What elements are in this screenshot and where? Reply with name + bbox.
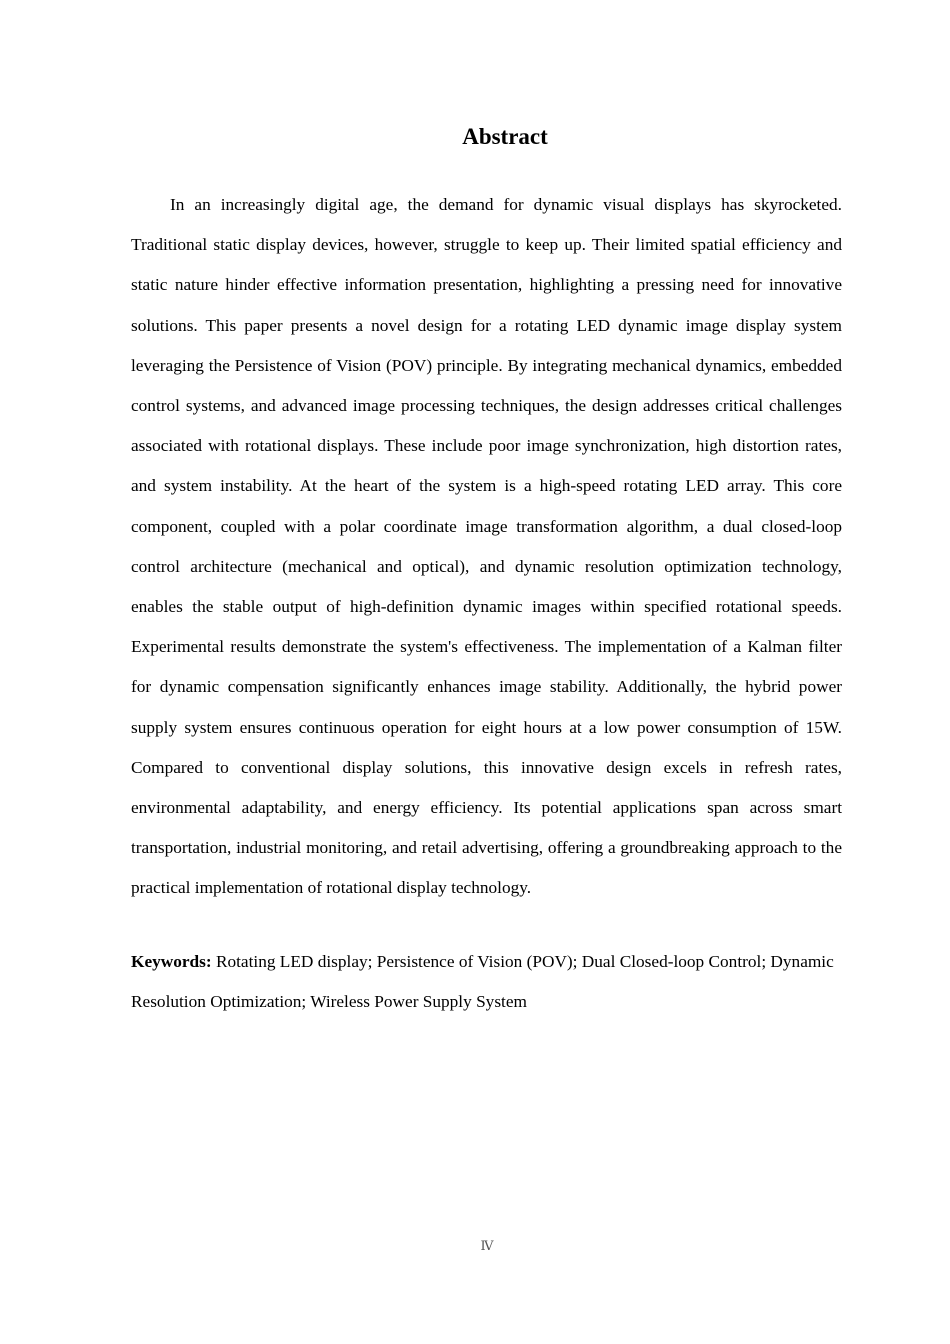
keywords-line [131,942,842,1022]
keywords-label: Keywords: [131,952,212,971]
abstract-title: Abstract [462,124,548,149]
keywords-text: Rotating LED display; Persistence of Vision (POV); Dual Closed-loop Control; Dynamic Resolution Optimization; Wireless Power Supply System [131,952,834,1011]
page-number: Ⅳ [480,1239,494,1254]
abstract-body: In an increasingly digital age, the demand for dynamic visual displays has skyrocketed. Traditional static display devices, however, struggle to keep up. Their limited spatial efficiency and static nature hinder effective information presentation, highlighting a pressing need for innovative solutions. This paper presents a novel design for a rotating LED dynamic image display system leveraging the Persistence of Vision (POV) principle. By integrating mechanical dynamics, embedded control systems, and advanced image processing techniques, the design addresses critical challenges associated with rotational displays. These include poor image synchronization, high distortion rates, and system instability. At the heart of the system is a high-speed rotating LED array. This core component, coupled with a polar coordinate image transformation algorithm, a dual closed-loop control architecture (mechanical and optical), and dynamic resolution optimization technology, enables the stable output of high-definition dynamic images within specified rotational speeds. Experimental results demonstrate the system's effectiveness. The implementation of a Kalman filter for dynamic compensation significantly enhances image stability. Additionally, the hybrid power supply system ensures continuous operation for eight hours at a low power consumption of 15W. Compared to conventional display solutions, this innovative design excels in refresh rates, environmental adaptability, and energy efficiency. Its potential applications span across smart transportation, industrial monitoring, and retail advertising, offering a groundbreaking approach to the practical implementation of rotational display technology. [131,195,842,898]
